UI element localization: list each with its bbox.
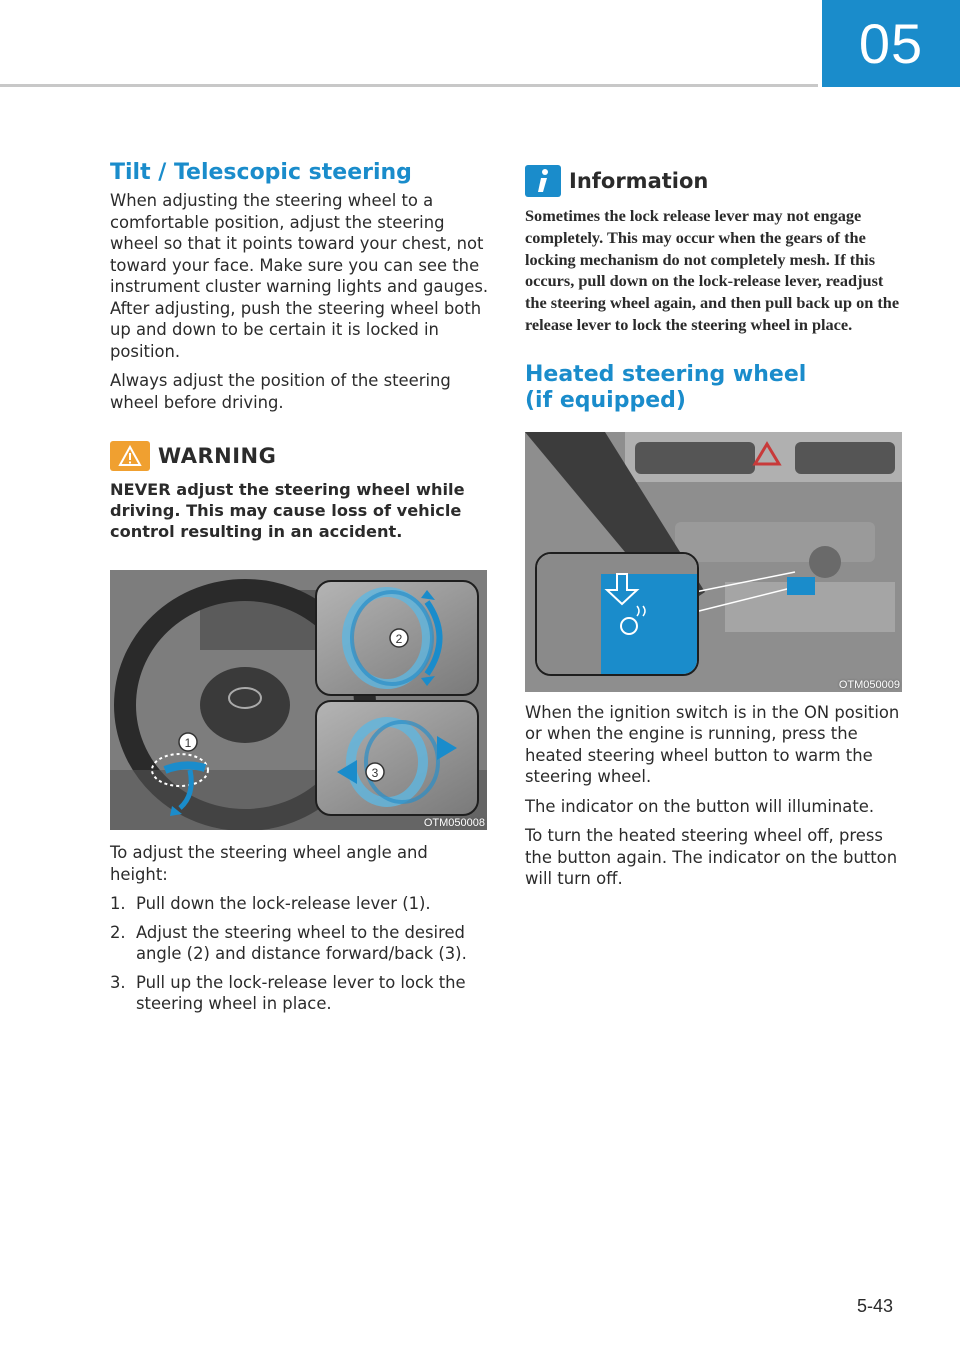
inset-telescopic: [315, 700, 479, 816]
callout-2: 2: [395, 632, 403, 646]
callout-3: 3: [371, 766, 379, 780]
warning-title: WARNING: [158, 444, 277, 468]
info-title: Information: [569, 169, 709, 193]
info-header: [525, 165, 905, 197]
steps-list: [110, 893, 490, 1015]
header-rule: [0, 84, 818, 87]
steps-intro: To adjust the steering wheel angle and height:: [110, 843, 428, 884]
inset-heated-button: [535, 552, 699, 676]
warning-header: [110, 441, 490, 471]
warning-text: NEVER adjust the steering wheel while driving. This may cause loss of vehicle control resulting in an accident.: [110, 480, 465, 541]
page-number: 5-43: [856, 1296, 893, 1316]
callout-1: 1: [184, 736, 192, 750]
inset-tilt: [315, 580, 479, 696]
body-paragraph: When the ignition switch is in the ON position or when the engine is running, press the heated steering wheel button to warm the steering wheel.: [525, 702, 900, 787]
steering-adjust-photo: [110, 570, 487, 830]
body-paragraph: When adjusting the steering wheel to a comfortable position, adjust the steering wheel so that it points toward your chest, not toward your face. Make sure you can see the instrument cluster warning lights and gauges. After adjusting, push the steering wheel both up and down to be certain it is locked in position.: [110, 191, 489, 361]
list-item: 3. Pull up the lock-release lever to lock the steering wheel in place.: [110, 972, 466, 1013]
heated-wheel-photo: [525, 432, 902, 692]
information-icon: [525, 165, 561, 197]
figure-code: OTM050008: [423, 817, 485, 829]
list-item: 2. Adjust the steering wheel to the desired angle (2) and distance forward/back (3).: [110, 922, 467, 963]
figure-code: OTM050009: [838, 678, 900, 691]
body-paragraph: To turn the heated steering wheel off, press the button again. The indicator on the button will turn off.: [525, 826, 898, 889]
info-text: Sometimes the lock release lever may not engage completely. This may occur when the gears of the locking mechanism do not completely mesh. If this occurs, pull down on the lock-release lever, readjust the steering wheel again, and then pull back up on the release lever to lock the steering wheel in place.: [525, 206, 900, 334]
chapter-tab: 05: [822, 0, 960, 87]
section-title-tilt: Tilt / Telescopic steering: [110, 160, 412, 185]
right-column: [525, 165, 905, 898]
list-item: 1. Pull down the lock-release lever (1).: [110, 894, 431, 913]
warning-triangle-icon: [110, 441, 150, 471]
left-column: [110, 160, 490, 1022]
body-paragraph: The indicator on the button will illuminate.: [525, 796, 875, 816]
body-paragraph: Always adjust the position of the steering wheel before driving.: [110, 371, 451, 412]
section-title-heated: Heated steering wheel (if equipped): [525, 361, 807, 413]
